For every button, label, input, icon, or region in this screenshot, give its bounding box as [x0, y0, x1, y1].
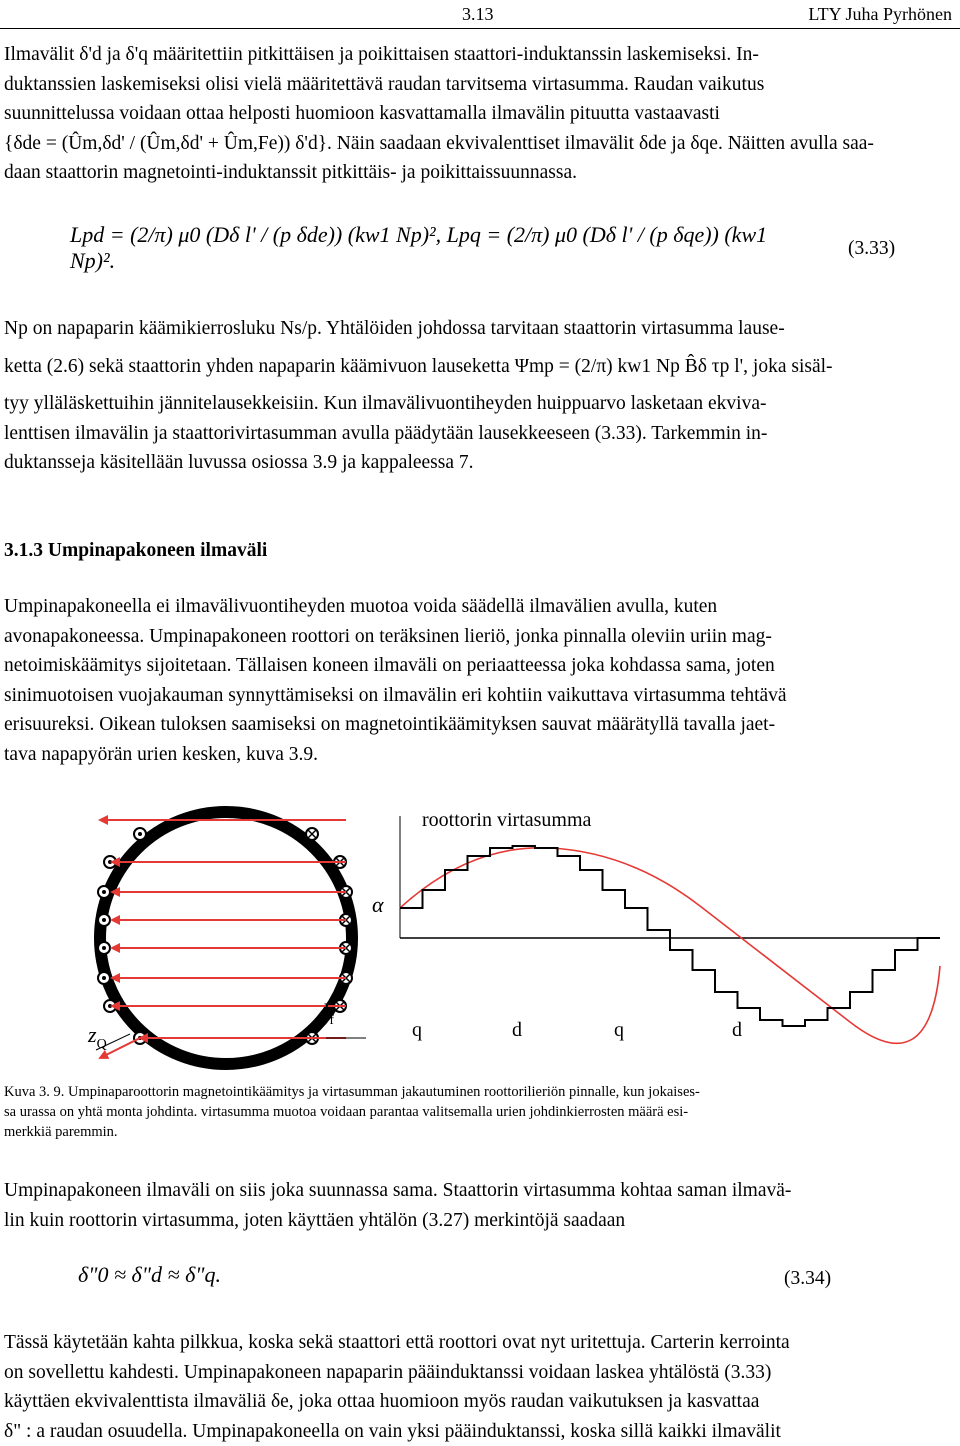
text-line: daan staattorin magnetointi-induktanssit pitkittäis- ja poikittaissuunnassa.	[4, 158, 956, 188]
text-line: Umpinapakoneella ei ilmavälivuontiheyden muotoa voida säädellä ilmavälien avulla, kuten	[4, 592, 956, 622]
text-line: erisuureksi. Oikean tuloksen saamiseksi on magnetointikäämityksen sauvat määrätyllä tavalla jaet-	[4, 710, 956, 740]
caption-line: sa urassa on yhtä monta johdinta. virtasumma muotoa voidaan parantaa valitsemalla urien johdinkierrosten määrä esi-	[4, 1102, 956, 1122]
text-line: duktansseja käsitellään luvussa osiossa 3.9 ja kappaleessa 7.	[4, 448, 956, 478]
page-header	[0, 4, 960, 28]
text-line: lenttisen ilmavälin ja staattorivirtasumman avulla päädytään lausekkeeseen (3.33). Tarkemmin in-	[4, 419, 956, 449]
equation-3-33: Lpd = (2/π) μ0 (Dδ l' / (p δde)) (kw1 Np)², Lpq = (2/π) μ0 (Dδ l' / (p δqe)) (kw1 Np)².	[70, 222, 770, 274]
caption-line: merkkiä paremmin.	[4, 1122, 956, 1142]
text-line: Np on napaparin käämikierrosluku Ns/p. Yhtälöiden johdossa tarvitaan staattorin virtasumma lause-	[4, 314, 956, 344]
q-label: q	[412, 1019, 422, 1041]
d-label: d	[512, 1019, 522, 1041]
intro-paragraph	[4, 40, 956, 188]
equation-3-34: δ"0 ≈ δ"d ≈ δ"q.	[78, 1262, 221, 1288]
caption-line: Kuva 3. 9. Umpinaparoottorin magnetointikäämitys ja virtasumman jakautuminen roottorilieriön pinnalle, kun jokaises-	[4, 1082, 956, 1102]
staircase-curve	[400, 846, 940, 1026]
slot-conductors	[98, 828, 352, 1044]
equation-number: (3.33)	[848, 238, 895, 260]
text-line: sinimuotoisen vuojakauman synnyttämiseksi on ilmavälin eri kohtiin vaikuttava virtasumma tehtävä	[4, 681, 956, 711]
text-line: suunnittelussa voidaan ottaa helposti huomioon kasvattamalla ilmavälin pituutta vastaavasti	[4, 99, 956, 129]
text-line: ketta (2.6) sekä staattorin yhden napaparin käämivuon lauseketta Ψmp = (2/π) kw1 Np B̂δ τp l', joka sisäl-	[4, 352, 956, 382]
if-label: $I_f$	[321, 998, 334, 1028]
section-title: 3.1.3 Umpinapakoneen ilmaväli	[4, 540, 267, 562]
text-line: duktanssien laskemiseksi olisi vielä määritettävä raudan tarvitsema virtasumma. Raudan vaikutus	[4, 70, 956, 100]
rotor-cross-section	[87, 812, 366, 1064]
text-line: netoimiskäämitys sijoitetaan. Tällaisen koneen ilmaväli on periaatteessa joka kohdassa sama, joten	[4, 651, 956, 681]
final-paragraph	[4, 1328, 956, 1446]
figure-3-9	[0, 790, 960, 1080]
text-line: Tässä käytetään kahta pilkkua, koska sekä staattori että roottori ovat nyt uritettuja. Carterin kerrointa	[4, 1328, 956, 1358]
text-line: on sovellettu kahdesti. Umpinapakoneen napaparin pääinduktanssi voidaan laskea yhtälöstä (3.33)	[4, 1358, 956, 1388]
alpha-label: α	[372, 892, 384, 917]
text-line: käyttäen ekvivalenttista ilmaväliä δe, joka ottaa huomioon myös raudan vaikutuksen ja kasvattaa	[4, 1387, 956, 1417]
q-label: q	[614, 1019, 624, 1041]
current-sum-plot	[372, 809, 940, 1043]
text-line: Ilmavälit δ'd ja δ'q määritettiin pitkittäisen ja poikittaisen staattori-induktanssin laskemiseksi. In-	[4, 40, 956, 70]
page-number: 3.13	[462, 4, 494, 25]
section-paragraph	[4, 592, 956, 769]
plot-title: roottorin virtasumma	[422, 809, 592, 831]
figure-caption	[4, 1082, 956, 1142]
text-line: tava napapyörän urien kesken, kuva 3.9.	[4, 740, 956, 770]
text-line: tyy ylläläskettuihin jännitelausekkeisiin. Kun ilmavälivuontiheyden huippuarvo lasketaan ekviva-	[4, 389, 956, 419]
equation-number: (3.34)	[784, 1268, 831, 1290]
text-line: avonapakoneessa. Umpinapakoneen roottori on teräksinen lieriö, jonka pinnalla oleviin uriin mag-	[4, 622, 956, 652]
header-rule	[0, 28, 960, 29]
author-name: LTY Juha Pyrhönen	[808, 4, 952, 25]
after-equation-paragraph	[4, 314, 956, 478]
text-line: lin kuin roottorin virtasumma, joten käyttäen yhtälön (3.27) merkintöjä saadaan	[4, 1206, 956, 1236]
zq-label: $z_Q$	[87, 1022, 107, 1052]
text-line: {δde = (Ûm,δd' / (Ûm,δd' + Ûm,Fe)) δ'd}. Näin saadaan ekvivalenttiset ilmavälit δde ja δqe. Näitten avulla saa-	[4, 129, 956, 159]
text-line: δ" : a raudan osuudella. Umpinapakoneella on vain yksi pääinduktanssi, koska sillä kaikki ilmavälit	[4, 1417, 956, 1446]
paragraph-3-34-intro	[4, 1176, 956, 1235]
text-line: Umpinapakoneen ilmaväli on siis joka suunnassa sama. Staattorin virtasumma kohtaa saman ilmavä-	[4, 1176, 956, 1206]
d-label: d	[732, 1019, 742, 1041]
